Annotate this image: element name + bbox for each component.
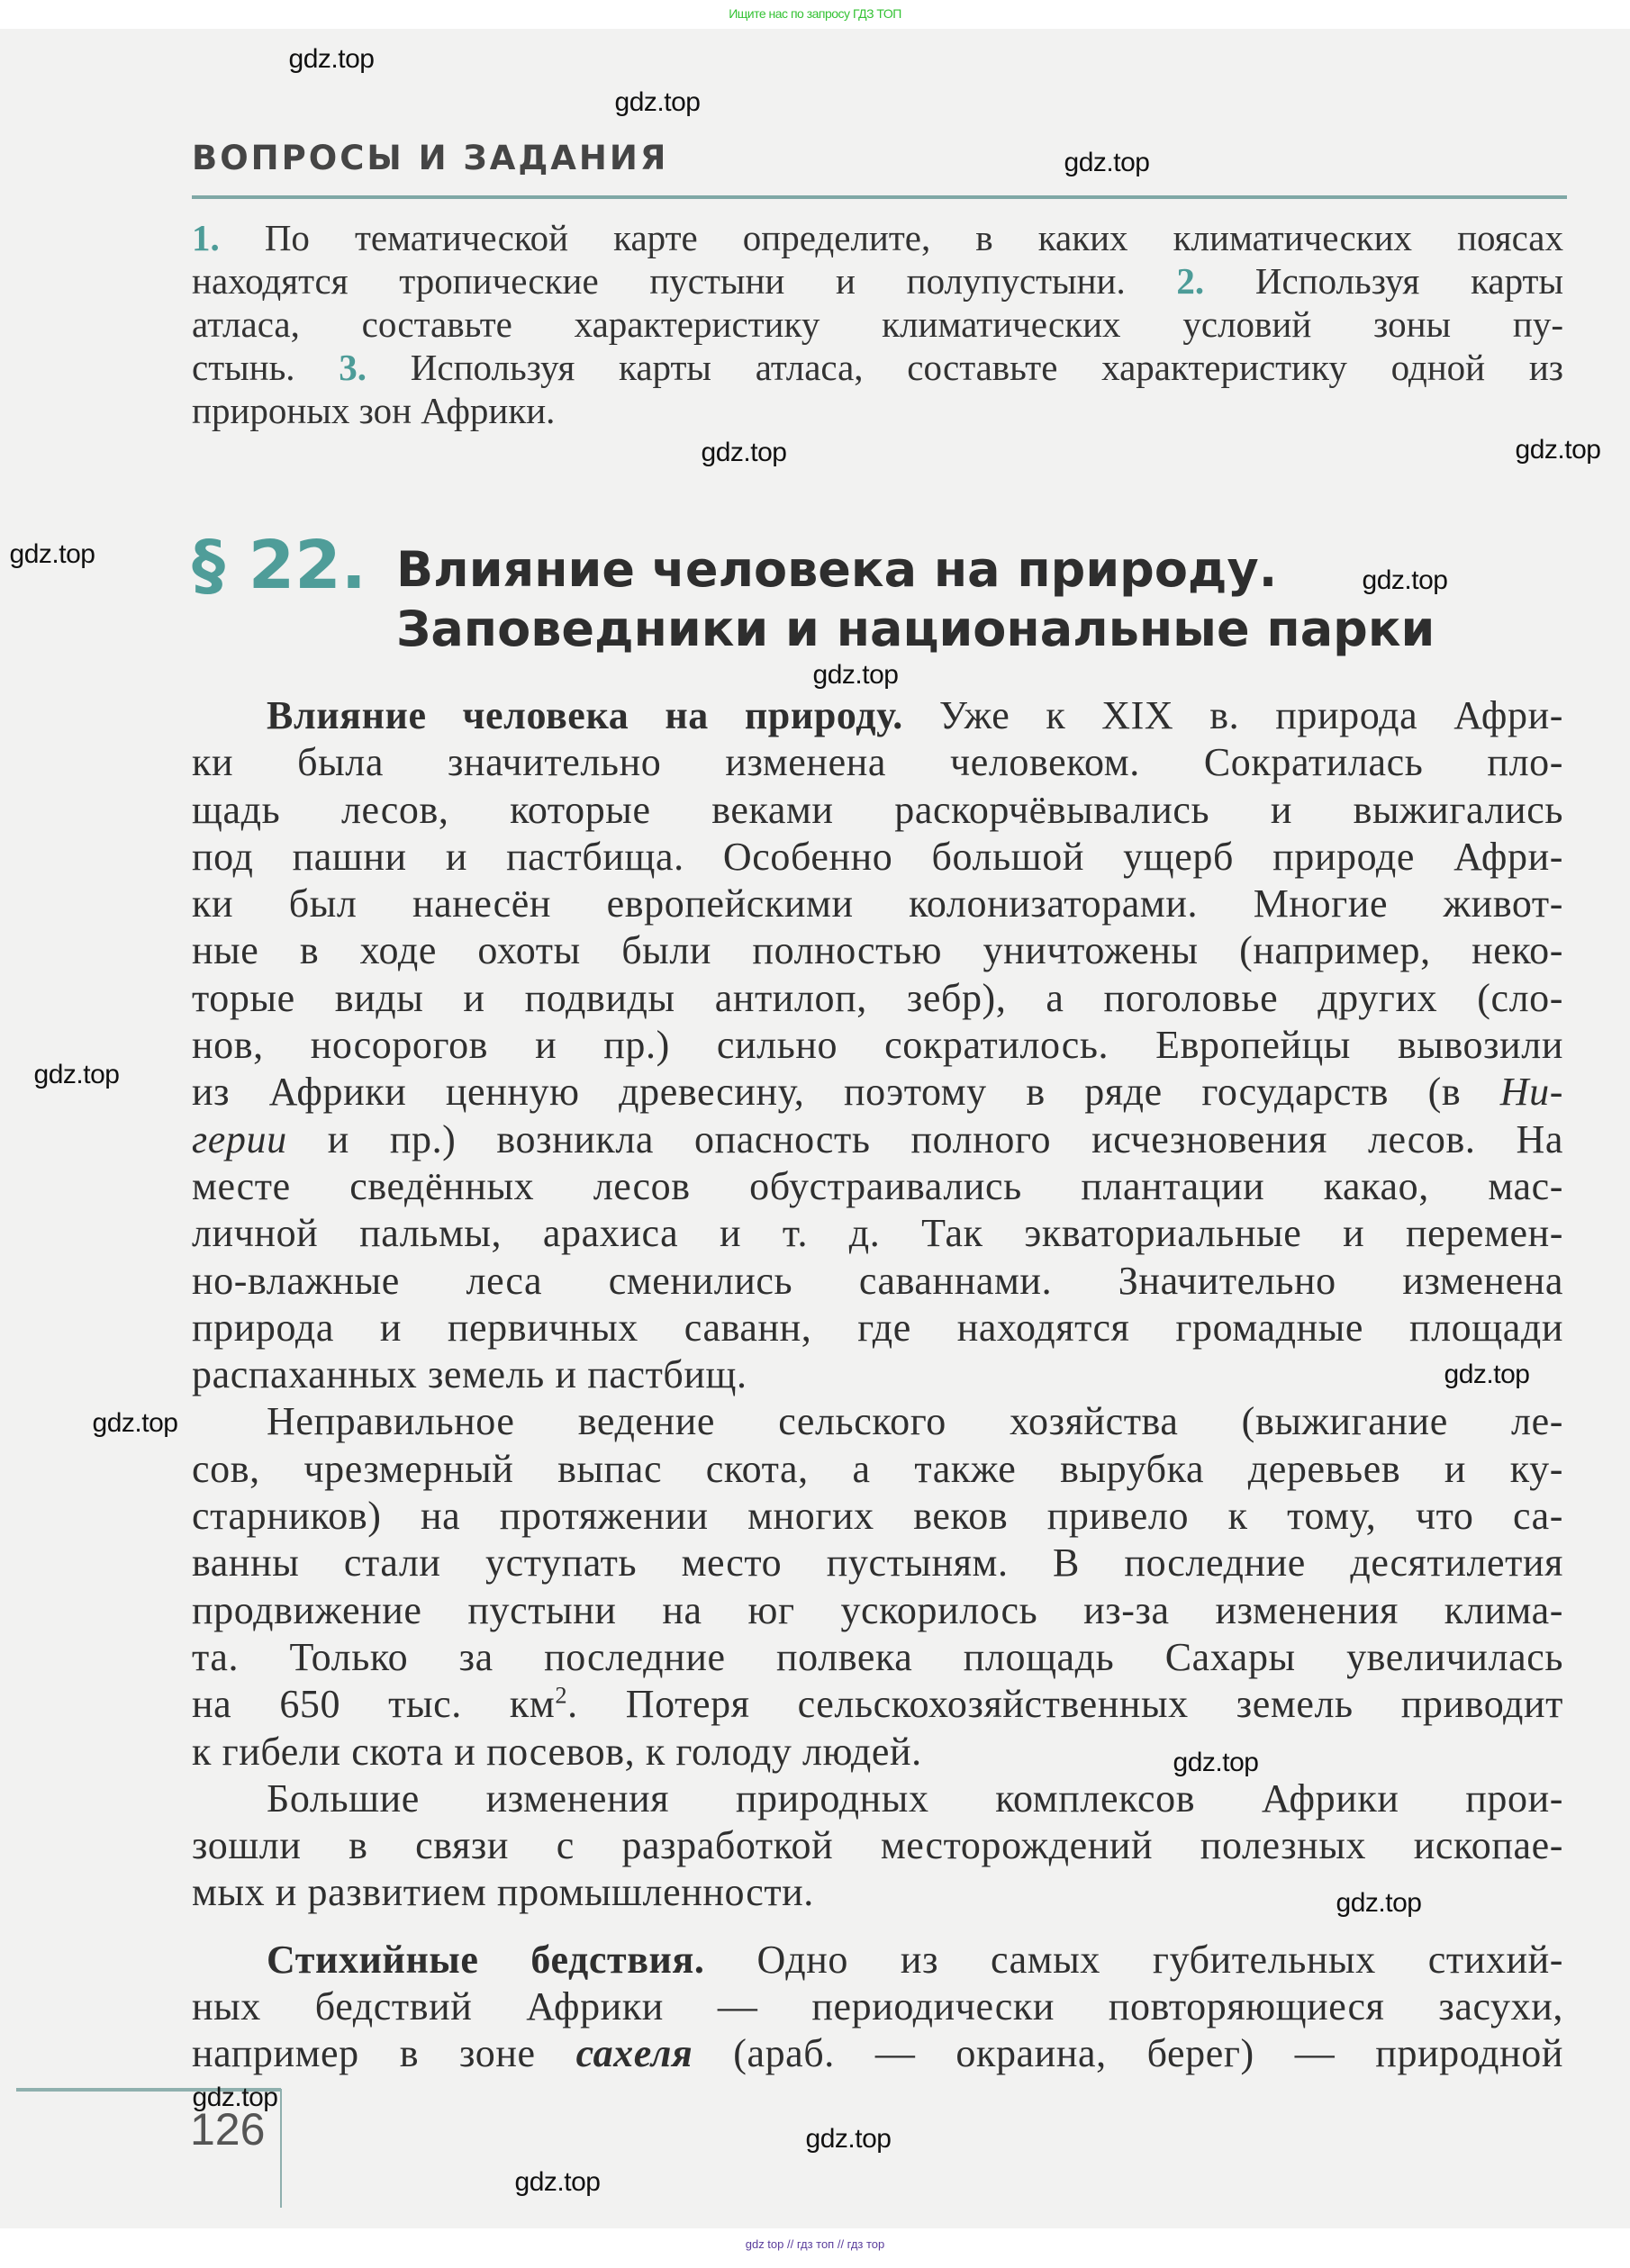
text-segment: но-влажные леса сменились саваннами. Значительно изменена [192, 1258, 1563, 1303]
page-number: 126 [190, 2104, 266, 2155]
text-line [192, 739, 1563, 786]
text-segment: атласа, составьте характеристику климатических условий зоны пу- [192, 303, 1563, 345]
section-title [396, 540, 1435, 659]
text-line [192, 975, 1563, 1022]
text-segment: из Африки ценную древесину, поэтому в ряде государств (в [192, 1070, 1500, 1115]
text-segment: сов, чрезмерный выпас скота, а также вырубка деревьев и ку- [192, 1446, 1563, 1491]
text-line [192, 1210, 1563, 1257]
text-segment: нов, носорогов и пр.) сильно сократилось. Европейцы вывозили [192, 1023, 1563, 1068]
text-line [192, 1493, 1563, 1540]
watermark: gdz.top [1444, 1360, 1530, 1389]
section-title-line-1: Влияние человека на природу. [396, 541, 1278, 598]
text-line [192, 2030, 1563, 2077]
footer-vertical-divider [280, 2089, 282, 2208]
text-segment: герии [192, 1116, 287, 1161]
text-line [192, 787, 1563, 834]
watermark: gdz.top [1336, 1888, 1422, 1918]
text-segment: под пашни и пастбища. Особенно большой ущерб природе Афри- [192, 834, 1563, 879]
section-number: § 22. [192, 527, 367, 604]
watermark: gdz.top [1064, 148, 1150, 177]
text-segment: Ни- [1499, 1070, 1563, 1115]
text-segment: та. Только за последние полвека площадь Сахары увеличилась [192, 1634, 1563, 1679]
text-segment: ные в ходе охоты были полностью уничтожены (например, неко- [192, 928, 1563, 973]
text-line [192, 1822, 1563, 1869]
questions-divider [192, 195, 1567, 199]
watermark: gdz.top [1362, 565, 1448, 595]
text-segment: старников) на протяжении многих веков привело к тому, что са- [192, 1494, 1563, 1539]
text-line [192, 927, 1563, 974]
text-line [192, 834, 1563, 881]
text-line [192, 216, 1563, 259]
section-body [192, 692, 1563, 2078]
text-line [192, 389, 1563, 432]
text-segment: (араб. — окраина, берег) — природной [693, 2031, 1563, 2076]
text-line [192, 1351, 1563, 1398]
text-segment: распаханных земель и пастбищ. [192, 1352, 747, 1397]
text-segment: личной пальмы, арахиса и т. д. Так экваториальные и перемен- [192, 1211, 1563, 1256]
text-segment: например в зоне [192, 2031, 576, 2076]
text-line [192, 1069, 1563, 1116]
text-line [192, 1163, 1563, 1210]
watermark: gdz.top [805, 2124, 892, 2154]
bottom-banner-text: gdz top // гдз топ // гдз тор [745, 2237, 885, 2251]
watermark: gdz.top [514, 2167, 601, 2197]
text-line [192, 1540, 1563, 1586]
text-segment: торые виды и подвиды антилоп, зебр), а поголовье других (сло- [192, 975, 1563, 1020]
text-line [192, 1258, 1563, 1305]
text-segment: зошли в связи с разработкой месторождений полезных ископае- [192, 1823, 1563, 1868]
text-segment: месте сведённых лесов обустраивались плантации какао, мас- [192, 1163, 1563, 1208]
watermark: gdz.top [33, 1060, 120, 1089]
top-banner [0, 0, 1630, 29]
superscript: 2 [555, 1681, 568, 1709]
text-segment: Одно из самых губительных стихий- [704, 1937, 1563, 1982]
text-segment: природа и первичных саванн, где находятся громадные площади [192, 1305, 1563, 1350]
text-segment: на 650 тыс. км [192, 1682, 556, 1727]
paragraph [192, 692, 1563, 1398]
text-line [192, 1776, 1563, 1822]
paragraph [192, 1398, 1563, 1775]
text-line [192, 1983, 1563, 2030]
text-line [192, 1587, 1563, 1634]
text-line [192, 1681, 1563, 1728]
text-segment: продвижение пустыни на юг ускорилось из-за изменения клима- [192, 1587, 1563, 1632]
text-line [192, 303, 1563, 346]
text-segment: Неправильное ведение сельского хозяйства (выжигание ле- [267, 1399, 1563, 1444]
text-line [192, 1022, 1563, 1069]
question-number: 1. [192, 217, 220, 258]
watermark: gdz.top [9, 539, 95, 569]
section-title-line-2: Заповедники и национальные парки [396, 601, 1435, 657]
text-segment: ванны стали уступать место пустыням. В последние десятилетия [192, 1541, 1563, 1586]
text-segment: ных бедствий Африки — периодически повторяющиеся засухи, [192, 1984, 1563, 2029]
watermark: gdz.top [1515, 435, 1601, 465]
text-segment: находятся тропические пустыни и полупустыни. [192, 260, 1177, 302]
text-segment: Большие изменения природных комплексов Африки прои- [267, 1776, 1563, 1821]
text-line [192, 1446, 1563, 1493]
text-line [192, 259, 1563, 303]
text-segment: . Потеря сельскохозяйственных земель приводит [567, 1682, 1563, 1727]
question-number: 3. [339, 347, 367, 388]
text-segment: к гибели скота и посевов, к голоду людей. [192, 1729, 922, 1774]
emphasized-term: сахеля [575, 2031, 693, 2076]
emphasized-term: Стихийные бедствия. [267, 1937, 705, 1982]
text-line [192, 1305, 1563, 1351]
text-segment: и пр.) возникла опасность полного исчезновения лесов. На [286, 1116, 1563, 1161]
text-segment: Используя карты атласа, составьте характеристику одной из [367, 347, 1563, 388]
questions-heading: ВОПРОСЫ И ЗАДАНИЯ [192, 139, 669, 177]
text-segment: стынь. [192, 347, 340, 388]
watermark: gdz.top [701, 438, 787, 467]
emphasized-term: Влияние человека на природу. [267, 693, 903, 737]
watermark: gdz.top [192, 2083, 278, 2112]
text-segment: По тематической карте определите, в каких климатических поясах [219, 217, 1563, 258]
questions-list [192, 216, 1563, 432]
text-segment: мых и развитием промышленности. [192, 1870, 814, 1915]
bottom-banner [0, 2228, 1630, 2268]
paragraph [192, 1937, 1563, 2078]
top-banner-text: Ищите нас по запросу ГДЗ ТОП [729, 6, 901, 21]
text-line [192, 1398, 1563, 1445]
text-segment: щадь лесов, которые веками раскорчёвывались и выжигались [192, 787, 1563, 832]
text-line [192, 1729, 1563, 1776]
text-segment: ки был нанесён европейскими колонизаторами. Многие живот- [192, 881, 1563, 926]
text-segment: ки была значительно изменена человеком. Сократилась пло- [192, 740, 1563, 785]
text-line [192, 692, 1563, 739]
watermark: gdz.top [288, 44, 375, 74]
text-line [192, 1634, 1563, 1681]
watermark: gdz.top [812, 660, 899, 690]
text-line [192, 1937, 1563, 1983]
watermark: gdz.top [614, 87, 701, 117]
text-line [192, 346, 1563, 389]
text-segment: прироных зон Африки. [192, 390, 556, 431]
watermark: gdz.top [1173, 1748, 1259, 1777]
watermark: gdz.top [92, 1408, 178, 1438]
text-segment: Используя карты [1204, 260, 1563, 302]
text-segment: Уже к XIX в. природа Афри- [902, 693, 1564, 737]
text-line [192, 881, 1563, 927]
text-line [192, 1116, 1563, 1163]
question-number: 2. [1176, 260, 1205, 302]
